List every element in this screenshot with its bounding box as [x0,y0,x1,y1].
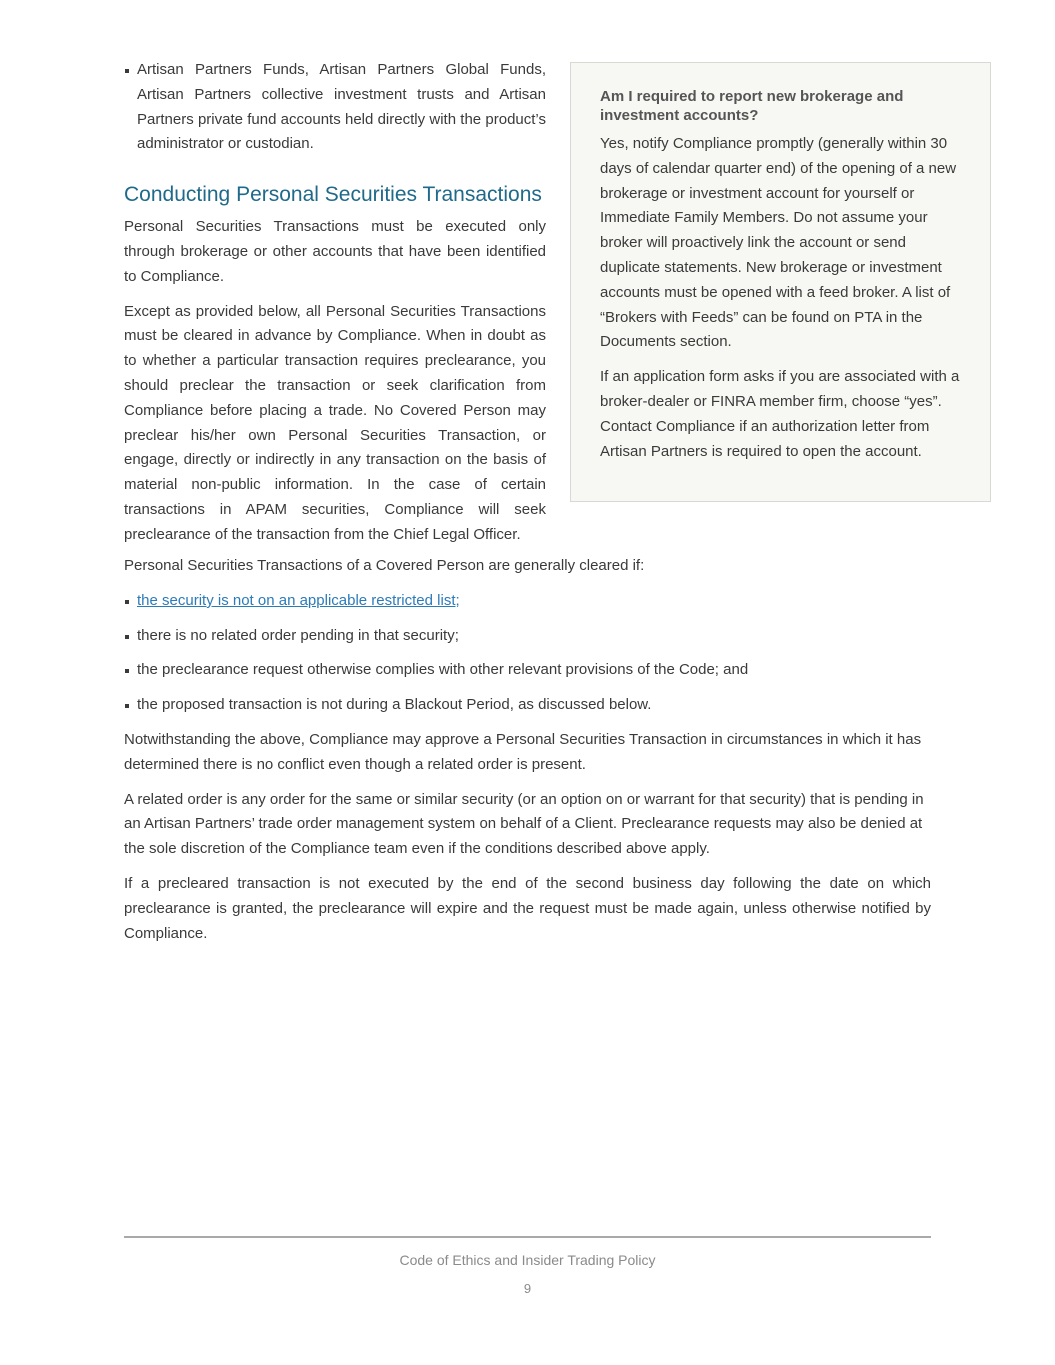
left-column [124,58,546,558]
paragraph-related-order: A related order is any order for the same or similar security (or an option on or warrant for that security) that is pending in an Artisan Partners’ trade order management system on behalf of a Client. Preclearance requests may also be denied at the sole discretion of the Compliance team even if the conditions described above apply. [124,790,924,858]
section-heading: Conducting Personal Securities Transactions [124,183,542,207]
list-item-text: Artisan Partners Funds, Artisan Partners Global Funds, Artisan Partners collective investment trusts and Artisan Partners private fund accounts held directly with the product’s administrator or custodian. [137,61,546,153]
faq-answer-paragraph-1: Yes, notify Compliance promptly (generally within 30 days of calendar quarter end) of the opening of a new brokerage or investment account for yourself or Immediate Family Members. Do not assume your broker will proactively link the account or send duplicate statements. New brokerage or investment accounts must be opened with a feed broker. A list of “Brokers with Feeds” can be found on PTA in the Documents section. [600,135,957,351]
restricted-list-link[interactable]: the security is not on an applicable restricted list [137,591,456,609]
list-item-artisan-funds [124,58,546,157]
list-item-complies-code: the preclearance request otherwise complies with other relevant provisions of the Code; and [124,658,931,683]
list-item-punctuation: ; [455,591,460,609]
paragraph-accounts-identified: Personal Securities Transactions must be executed only through brokerage or other accounts that have been identified to Compliance. [124,218,546,285]
faq-question: Am I required to report new brokerage and investment accounts? [600,88,904,124]
paragraph-cleared-if: Personal Securities Transactions of a Covered Person are generally cleared if: [124,557,645,574]
list-item-blackout-period: the proposed transaction is not during a Blackout Period, as discussed below. [124,693,931,718]
faq-sidebar-box [570,62,991,502]
faq-answer-paragraph-2: If an application form asks if you are associated with a broker-dealer or FINRA member firm, choose “yes”. Contact Compliance if an authorization letter from Artisan Partners is required to open the account. [600,368,960,460]
footer-divider [124,1236,931,1238]
page-number: 9 [523,1281,532,1296]
list-item-no-related-order: there is no related order pending in that security; [124,624,931,649]
footer-document-title: Code of Ethics and Insider Trading Policy [399,1252,656,1268]
paragraph-preclearance-expiry: If a precleared transaction is not executed by the end of the second business day following the date on which preclearance is granted, the preclearance will expire and the request must be made again, unless otherwise notified by Compliance. [124,874,931,942]
paragraph-notwithstanding: Notwithstanding the above, Compliance may approve a Personal Securities Transaction in circumstances in which it has determined there is no conflict even though a related order is present. [124,730,922,773]
list-item-restricted-list [124,589,931,614]
paragraph-preclearance: Except as provided below, all Personal Securities Transactions must be cleared in advance by Compliance. When in doubt as to whether a particular transaction requires preclearance, you should preclear the transaction or seek clarification from Compliance before placing a trade. No Covered Person may preclear his/her own Personal Securities Transaction, or engage, directly or indirectly in any transaction on the basis of material non-public information. In the case of certain transactions in APAM securities, Compliance will seek preclearance of the transaction from the Chief Legal Officer. [124,302,546,543]
main-body [124,554,931,956]
